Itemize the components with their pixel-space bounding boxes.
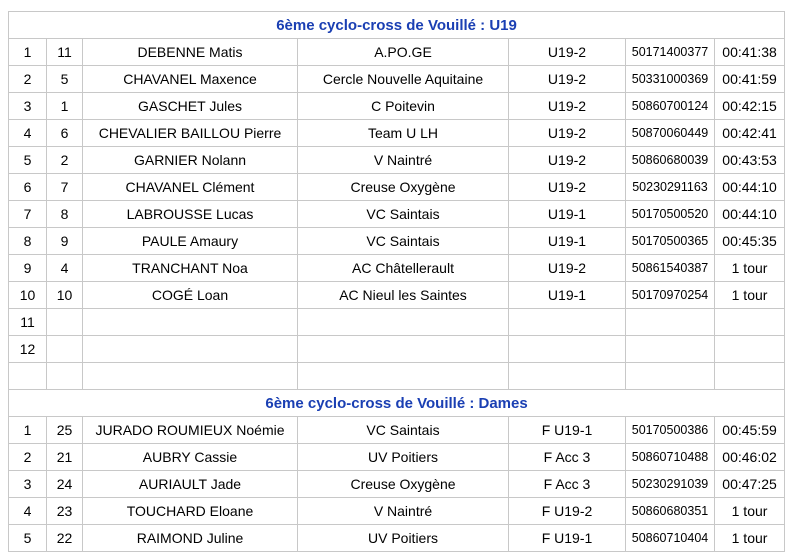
position-cell: 2: [9, 444, 47, 471]
position-cell: 2: [9, 66, 47, 93]
bib-number-cell: 9: [47, 228, 83, 255]
position-cell: 4: [9, 120, 47, 147]
licence-cell: [626, 336, 715, 363]
table-row: [9, 93, 785, 120]
table-row: [9, 39, 785, 66]
category-cell: U19-2: [509, 93, 626, 120]
spacer-cell: [509, 363, 626, 390]
section-title: 6ème cyclo-cross de Vouillé : U19: [9, 12, 785, 39]
position-cell: 5: [9, 147, 47, 174]
category-cell: U19-1: [509, 228, 626, 255]
position-cell: 6: [9, 174, 47, 201]
position-cell: 3: [9, 471, 47, 498]
table-row: [9, 498, 785, 525]
rider-name-cell: CHAVANEL Maxence: [83, 66, 298, 93]
spacer-cell: [47, 363, 83, 390]
bib-number-cell: [47, 336, 83, 363]
licence-cell: 50860710488: [626, 444, 715, 471]
bib-number-cell: 11: [47, 39, 83, 66]
club-cell: VC Saintais: [298, 228, 509, 255]
results-table: [8, 11, 785, 552]
licence-cell: 50170500520: [626, 201, 715, 228]
position-cell: 8: [9, 228, 47, 255]
licence-cell: 50170500386: [626, 417, 715, 444]
licence-cell: 50860680039: [626, 147, 715, 174]
table-row: [9, 444, 785, 471]
club-cell: C Poitevin: [298, 93, 509, 120]
club-cell: Cercle Nouvelle Aquitaine: [298, 66, 509, 93]
position-cell: 7: [9, 201, 47, 228]
spacer-cell: [298, 363, 509, 390]
category-cell: U19-2: [509, 39, 626, 66]
licence-cell: 50870060449: [626, 120, 715, 147]
position-cell: 1: [9, 39, 47, 66]
spacer-cell: [9, 363, 47, 390]
category-cell: U19-2: [509, 174, 626, 201]
club-cell: [298, 336, 509, 363]
spacer-row: [9, 363, 785, 390]
rider-name-cell: PAULE Amaury: [83, 228, 298, 255]
position-cell: 1: [9, 417, 47, 444]
position-cell: 5: [9, 525, 47, 552]
category-cell: U19-1: [509, 282, 626, 309]
category-cell: F U19-1: [509, 525, 626, 552]
table-row: [9, 66, 785, 93]
rider-name-cell: AUBRY Cassie: [83, 444, 298, 471]
club-cell: AC Châtellerault: [298, 255, 509, 282]
licence-cell: 50170500365: [626, 228, 715, 255]
club-cell: UV Poitiers: [298, 444, 509, 471]
table-row: [9, 255, 785, 282]
position-cell: 9: [9, 255, 47, 282]
rider-name-cell: COGÉ Loan: [83, 282, 298, 309]
table-row: [9, 174, 785, 201]
club-cell: A.PO.GE: [298, 39, 509, 66]
licence-cell: 50170970254: [626, 282, 715, 309]
time-cell: 00:44:10: [715, 201, 785, 228]
rider-name-cell: GASCHET Jules: [83, 93, 298, 120]
category-cell: U19-1: [509, 201, 626, 228]
category-cell: U19-2: [509, 255, 626, 282]
bib-number-cell: 7: [47, 174, 83, 201]
club-cell: Team U LH: [298, 120, 509, 147]
category-cell: F Acc 3: [509, 444, 626, 471]
licence-cell: 50171400377: [626, 39, 715, 66]
licence-cell: [626, 309, 715, 336]
table-row: [9, 309, 785, 336]
category-cell: F U19-2: [509, 498, 626, 525]
section-title-row: [9, 390, 785, 417]
table-row: [9, 228, 785, 255]
licence-cell: 50861540387: [626, 255, 715, 282]
rider-name-cell: CHAVANEL Clément: [83, 174, 298, 201]
rider-name-cell: CHEVALIER BAILLOU Pierre: [83, 120, 298, 147]
club-cell: AC Nieul les Saintes: [298, 282, 509, 309]
licence-cell: 50860680351: [626, 498, 715, 525]
bib-number-cell: 1: [47, 93, 83, 120]
table-row: [9, 282, 785, 309]
time-cell: 1 tour: [715, 255, 785, 282]
rider-name-cell: DEBENNE Matis: [83, 39, 298, 66]
position-cell: 11: [9, 309, 47, 336]
time-cell: 00:46:02: [715, 444, 785, 471]
bib-number-cell: 2: [47, 147, 83, 174]
category-cell: F Acc 3: [509, 471, 626, 498]
category-cell: U19-2: [509, 120, 626, 147]
time-cell: 00:45:35: [715, 228, 785, 255]
licence-cell: 50331000369: [626, 66, 715, 93]
time-cell: 1 tour: [715, 525, 785, 552]
time-cell: 00:42:41: [715, 120, 785, 147]
bib-number-cell: 5: [47, 66, 83, 93]
club-cell: UV Poitiers: [298, 525, 509, 552]
club-cell: VC Saintais: [298, 417, 509, 444]
category-cell: U19-2: [509, 147, 626, 174]
club-cell: V Naintré: [298, 498, 509, 525]
table-row: [9, 336, 785, 363]
bib-number-cell: 25: [47, 417, 83, 444]
category-cell: F U19-1: [509, 417, 626, 444]
rider-name-cell: TRANCHANT Noa: [83, 255, 298, 282]
bib-number-cell: 24: [47, 471, 83, 498]
time-cell: 00:47:25: [715, 471, 785, 498]
position-cell: 12: [9, 336, 47, 363]
bib-number-cell: 8: [47, 201, 83, 228]
time-cell: [715, 309, 785, 336]
table-row: [9, 201, 785, 228]
category-cell: U19-2: [509, 66, 626, 93]
licence-cell: 50860700124: [626, 93, 715, 120]
rider-name-cell: LABROUSSE Lucas: [83, 201, 298, 228]
rider-name-cell: RAIMOND Juline: [83, 525, 298, 552]
category-cell: [509, 336, 626, 363]
position-cell: 3: [9, 93, 47, 120]
spacer-cell: [83, 363, 298, 390]
time-cell: 00:44:10: [715, 174, 785, 201]
rider-name-cell: [83, 309, 298, 336]
position-cell: 10: [9, 282, 47, 309]
club-cell: Creuse Oxygène: [298, 174, 509, 201]
club-cell: V Naintré: [298, 147, 509, 174]
spacer-cell: [715, 363, 785, 390]
section-title-row: [9, 12, 785, 39]
position-cell: 4: [9, 498, 47, 525]
bib-number-cell: 23: [47, 498, 83, 525]
bib-number-cell: 22: [47, 525, 83, 552]
rider-name-cell: AURIAULT Jade: [83, 471, 298, 498]
table-row: [9, 147, 785, 174]
time-cell: 1 tour: [715, 498, 785, 525]
club-cell: Creuse Oxygène: [298, 471, 509, 498]
table-row: [9, 471, 785, 498]
bib-number-cell: 21: [47, 444, 83, 471]
licence-cell: 50860710404: [626, 525, 715, 552]
time-cell: 00:43:53: [715, 147, 785, 174]
table-row: [9, 417, 785, 444]
table-row: [9, 120, 785, 147]
table-row: [9, 525, 785, 552]
time-cell: 00:45:59: [715, 417, 785, 444]
rider-name-cell: TOUCHARD Eloane: [83, 498, 298, 525]
section-title: 6ème cyclo-cross de Vouillé : Dames: [9, 390, 785, 417]
time-cell: 00:42:15: [715, 93, 785, 120]
bib-number-cell: 4: [47, 255, 83, 282]
licence-cell: 50230291163: [626, 174, 715, 201]
licence-cell: 50230291039: [626, 471, 715, 498]
rider-name-cell: GARNIER Nolann: [83, 147, 298, 174]
rider-name-cell: [83, 336, 298, 363]
time-cell: 1 tour: [715, 282, 785, 309]
club-cell: [298, 309, 509, 336]
spacer-cell: [626, 363, 715, 390]
rider-name-cell: JURADO ROUMIEUX Noémie: [83, 417, 298, 444]
bib-number-cell: 6: [47, 120, 83, 147]
time-cell: 00:41:38: [715, 39, 785, 66]
category-cell: [509, 309, 626, 336]
time-cell: 00:41:59: [715, 66, 785, 93]
club-cell: VC Saintais: [298, 201, 509, 228]
bib-number-cell: [47, 309, 83, 336]
bib-number-cell: 10: [47, 282, 83, 309]
time-cell: [715, 336, 785, 363]
